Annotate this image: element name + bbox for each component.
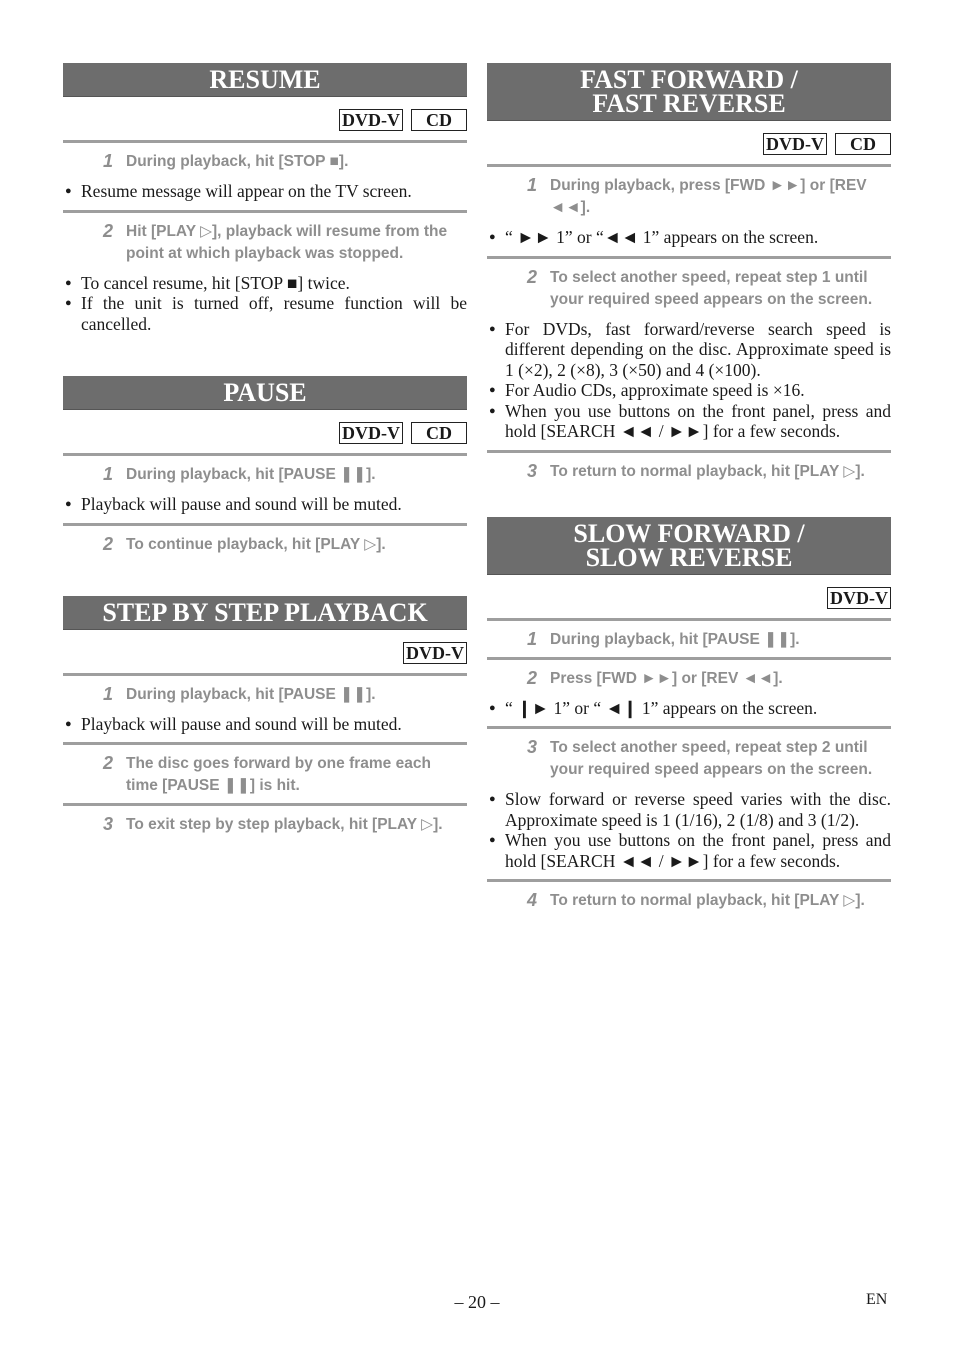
step-by-step-step-3 [63, 806, 467, 842]
step-text: To return to normal playback, hit [PLAY ▷]. [550, 462, 865, 480]
step-text: During playback, hit [STOP ■]. [126, 153, 349, 170]
step-number: 3 [526, 460, 537, 481]
step-number: 1 [526, 628, 537, 649]
slow-disc-badges [487, 575, 891, 618]
left-column [63, 63, 467, 842]
bullet-item: ● For DVDs, fast forward/reverse search speed is different depending on the disc. Approximate speed is 1 (×2), 2 (×8), 3 (×50) and 4 (×100). [489, 318, 891, 380]
bullet-icon: ● [65, 297, 72, 309]
bullet-item: ● “ ❙► 1” or “ ◄❙ 1” appears on the screen. [489, 697, 818, 718]
bullet-item: ● Resume message will appear on the TV screen. [65, 181, 412, 201]
section-spacer [63, 562, 467, 596]
bullet-icon: ● [489, 793, 496, 805]
slow-step-1 [487, 621, 891, 657]
pause-step-2 [63, 526, 467, 562]
step-text: Hit [PLAY ▷], playback will resume from the point at which playback was stopped. [126, 222, 448, 262]
bullet-icon: ● [65, 717, 72, 730]
resume-section [63, 63, 467, 342]
step-text: The disc goes forward by one frame each time [PAUSE ❚❚] is hit. [126, 755, 431, 794]
step-number: 2 [102, 753, 113, 773]
step-number: 1 [526, 175, 537, 195]
slow-heading-line-2: SLOW REVERSE [585, 542, 793, 572]
step-by-step-section [63, 596, 467, 843]
slow-heading [487, 517, 891, 575]
bullet-item: ● When you use buttons on the front panel, press and hold [SEARCH ◄◄ / ►►] for a few seconds. [489, 830, 891, 871]
step-number: 2 [526, 667, 537, 688]
page-language: EN [866, 1291, 888, 1308]
step-text: To continue playback, hit [PLAY ▷]. [126, 535, 386, 553]
step-number: 2 [102, 220, 113, 241]
step-text: During playback, press [FWD ►►] or [REV ◄◄]. [550, 177, 867, 216]
bullet-icon: ● [65, 185, 72, 197]
step-number: 1 [102, 683, 113, 704]
step-number: 2 [526, 266, 537, 287]
cd-badge: CD [411, 422, 467, 444]
dvd-v-badge: DVD-V [827, 587, 891, 609]
pause-disc-badges [63, 410, 467, 453]
step-by-step-heading: STEP BY STEP PLAYBACK [63, 596, 467, 630]
step-number: 2 [102, 533, 113, 554]
step-text: To exit step by step playback, hit [PLAY ▷]. [126, 816, 443, 833]
step-text: Press [FWD ►►] or [REV ◄◄]. [550, 669, 783, 687]
bullet-icon: ● [489, 322, 496, 335]
page-number: – 20 – [454, 1292, 500, 1312]
bullet-item: ● For Audio CDs, approximate speed is ×16. [489, 380, 805, 400]
section-spacer [487, 489, 891, 517]
fast-step-1 [487, 167, 891, 225]
step-by-step-disc-badges [63, 630, 467, 673]
fast-step-2 [487, 259, 891, 317]
dvd-v-badge: DVD-V [339, 109, 403, 131]
cd-badge: CD [835, 133, 891, 155]
resume-step-1 [63, 143, 467, 179]
bullet-icon: ● [489, 231, 496, 243]
fast-section [487, 63, 891, 489]
cd-badge: CD [411, 109, 467, 131]
right-column [487, 63, 891, 918]
step-text: During playback, hit [PAUSE ❚❚]. [126, 685, 376, 703]
step-number: 1 [102, 464, 113, 484]
bullet-item: ● Playback will pause and sound will be muted. [65, 494, 402, 514]
pause-step-1 [63, 456, 467, 492]
step-by-step-step-2 [63, 745, 467, 803]
bullet-icon: ● [65, 498, 72, 510]
slow-step-4 [487, 882, 891, 918]
dvd-v-badge: DVD-V [339, 422, 403, 444]
bullet-item: ● When you use buttons on the front panel, press and hold [SEARCH ◄◄ / ►►] for a few seconds. [489, 400, 891, 441]
step-by-step-step-1 [63, 676, 467, 712]
pause-heading: PAUSE [63, 376, 467, 410]
slow-notes-1 [487, 696, 891, 727]
resume-notes-2 [63, 271, 467, 343]
fast-notes-1 [487, 225, 891, 256]
bullet-icon: ● [489, 834, 496, 846]
resume-notes-1 [63, 179, 467, 210]
step-number: 1 [102, 151, 113, 171]
dvd-v-badge: DVD-V [403, 642, 467, 664]
step-text: To select another speed, repeat step 1 until your required speed appears on the screen. [550, 268, 873, 308]
fast-heading-line-1: FAST FORWARD / [580, 65, 798, 94]
slow-heading-line-1: SLOW FORWARD / [573, 518, 805, 548]
bullet-item: ● “ ►► 1” or “◄◄ 1” appears on the screen. [489, 227, 819, 247]
step-text: To select another speed, repeat step 2 until your required speed appears on the screen. [550, 739, 873, 778]
bullet-icon: ● [489, 701, 496, 714]
bullet-item: ● Slow forward or reverse speed varies with the disc. Approximate speed is 1 (1/16), 2 (1/8) and 3 (1/2). [489, 789, 891, 830]
fast-heading [487, 63, 891, 121]
slow-step-3 [487, 729, 891, 787]
bullet-item: ● Playback will pause and sound will be muted. [65, 713, 402, 734]
step-number: 3 [102, 814, 113, 834]
fast-disc-badges [487, 121, 891, 164]
fast-step-3 [487, 453, 891, 489]
bullet-icon: ● [489, 384, 496, 396]
step-number: 3 [526, 737, 537, 757]
resume-disc-badges [63, 97, 467, 140]
step-by-step-notes-1 [63, 712, 467, 743]
step-text: During playback, hit [PAUSE ❚❚]. [126, 466, 376, 483]
slow-step-2 [487, 660, 891, 696]
slow-section [487, 517, 891, 919]
bullet-icon: ● [65, 276, 72, 289]
bullet-item: ● If the unit is turned off, resume function will be cancelled. [65, 293, 467, 334]
step-text: During playback, hit [PAUSE ❚❚]. [550, 630, 800, 648]
slow-notes-2 [487, 787, 891, 879]
step-number: 4 [526, 890, 537, 910]
bullet-item: ● To cancel resume, hit [STOP ■] twice. [65, 272, 350, 293]
fast-heading-line-2: FAST REVERSE [592, 89, 786, 118]
pause-section [63, 376, 467, 562]
dvd-v-badge: DVD-V [763, 133, 827, 155]
section-spacer [63, 342, 467, 376]
resume-step-2 [63, 213, 467, 271]
resume-heading: RESUME [63, 63, 467, 97]
step-text: To return to normal playback, hit [PLAY ▷]. [550, 892, 865, 909]
fast-notes-2 [487, 317, 891, 450]
bullet-icon: ● [489, 404, 496, 417]
pause-notes-1 [63, 492, 467, 523]
